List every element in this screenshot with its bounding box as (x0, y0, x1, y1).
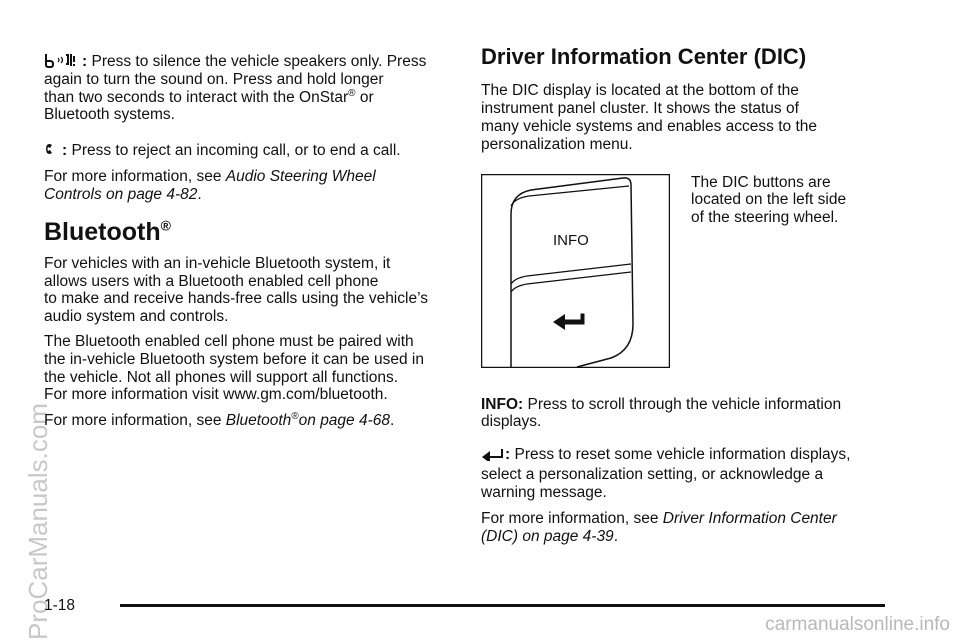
bt-p1-line-2: allows users with a Bluetooth enabled cell phone (44, 273, 379, 290)
bt-p1-line-4: audio system and controls. (44, 308, 229, 325)
enter-text: Press to reset some vehicle information displays, (514, 446, 851, 463)
mute-line-3b: or (359, 89, 374, 106)
enter-line-2: select a personalization setting, or acknowledge a (481, 466, 824, 483)
bt-p2-line-4: For more information visit www.gm.com/bluetooth. (44, 386, 388, 403)
info-label: INFO: (481, 396, 524, 413)
enter-icon (481, 447, 505, 461)
bluetooth-heading (44, 218, 171, 247)
more-info-2-reg: ® (291, 410, 299, 422)
bt-p2-line-1: The Bluetooth enabled cell phone must be paired with (44, 333, 414, 350)
mute-line-3 (44, 89, 374, 107)
more-info-1 (44, 168, 376, 186)
dic-p1-line-2: instrument panel cluster. It shows the status of (481, 100, 799, 117)
dic-side-line-3: of the steering wheel. (691, 209, 839, 226)
dic-side-line-2: located on the left side (691, 191, 847, 208)
bluetooth-heading-reg: ® (160, 217, 171, 234)
watermark-text: ProCarManuals.com (23, 403, 53, 640)
mute-text: Press to silence the vehicle speakers only. Press (91, 53, 427, 70)
more-info-2 (44, 412, 394, 430)
dic-buttons-figure (481, 174, 670, 368)
more-info-1-suffix: . (197, 186, 202, 203)
more-info-2-link-text: Bluetooth (225, 412, 292, 429)
mute-call-icon (44, 52, 82, 68)
more-info-3-prefix: For more information, see (481, 510, 663, 527)
more-info-1-link[interactable]: Audio Steering Wheel (225, 168, 376, 185)
dic-p1-line-3: many vehicle systems and enables access to the (481, 118, 818, 135)
more-info-2-link-page: on page 4-68 (298, 412, 390, 429)
more-info-1-line-2 (44, 186, 202, 204)
page-number: 1-18 (44, 597, 76, 614)
end-call-paragraph (44, 141, 464, 160)
more-info-3 (481, 510, 837, 528)
info-text: Press to scroll through the vehicle information (527, 396, 842, 413)
info-paragraph (481, 396, 901, 414)
info-line-2: displays. (481, 413, 542, 430)
bt-p1-line-1: For vehicles with an in-vehicle Bluetooth system, it (44, 255, 391, 272)
bt-p1-line-3: to make and receive hands-free calls using the vehicle’s (44, 290, 428, 307)
enter-line-3: warning message. (481, 484, 607, 501)
mute-line-2: again to turn the sound on. Press and hold longer (44, 71, 384, 88)
enter-label: : (505, 446, 511, 463)
enter-paragraph (481, 446, 901, 464)
end-call-text: Press to reject an incoming call, or to end a call. (71, 142, 401, 159)
bluetooth-heading-text: Bluetooth (44, 218, 161, 246)
more-info-2-suffix: . (390, 412, 395, 429)
footer-rule (120, 604, 885, 607)
mute-label: : (82, 53, 88, 70)
end-call-icon (44, 141, 62, 157)
site-credit: carmanualsonline.info (765, 614, 950, 635)
bt-p2-line-2: the in-vehicle Bluetooth system before it can be used in (44, 351, 424, 368)
dic-p1-line-1: The DIC display is located at the bottom of the (481, 82, 799, 99)
dic-side-line-1: The DIC buttons are (691, 174, 831, 191)
end-call-label: : (62, 142, 68, 159)
more-info-3-link-2[interactable]: (DIC) on page 4-39 (481, 528, 614, 545)
mute-paragraph (44, 52, 464, 71)
more-info-1-link-2[interactable]: Controls on page 4-82 (44, 186, 198, 203)
figure-info-text: INFO (553, 232, 589, 249)
more-info-3-suffix: . (613, 528, 618, 545)
more-info-3-link[interactable]: Driver Information Center (662, 510, 837, 527)
registered-mark: ® (348, 87, 356, 99)
dic-p1-line-4: personalization menu. (481, 136, 633, 153)
more-info-1-prefix: For more information, see (44, 168, 226, 185)
more-info-2-link[interactable] (226, 412, 390, 429)
more-info-2-prefix: For more information, see (44, 412, 226, 429)
dic-heading: Driver Information Center (DIC) (481, 44, 807, 69)
mute-line-4: Bluetooth systems. (44, 106, 175, 123)
bt-p2-line-3: the vehicle. Not all phones will support all functions. (44, 369, 399, 386)
more-info-3-line-2 (481, 528, 618, 546)
mute-line-3a: than two seconds to interact with the OnStar (44, 89, 349, 106)
